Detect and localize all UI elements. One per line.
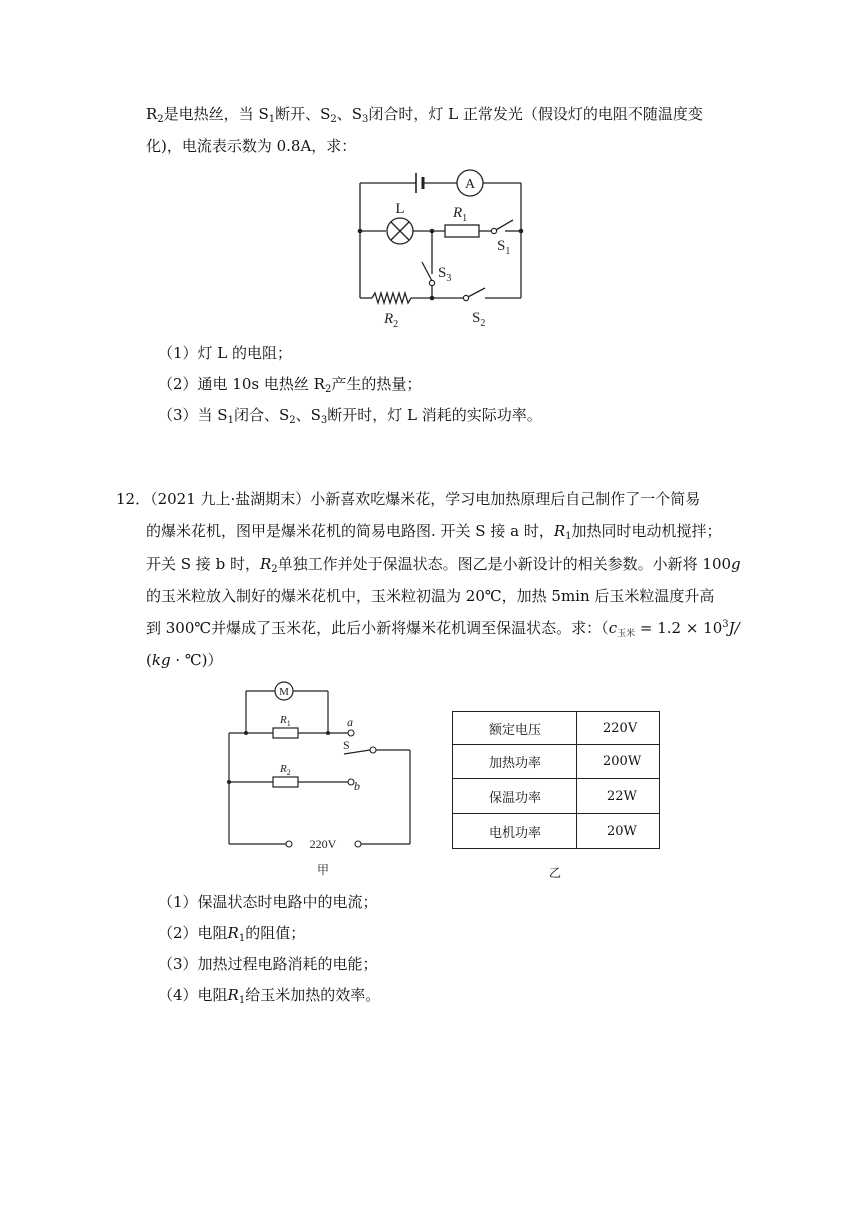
r2-label: $R_2$	[384, 311, 399, 330]
r1-label: $R_1$	[280, 714, 291, 728]
r2-label: $R_2$	[280, 763, 291, 777]
lamp-label: L	[395, 201, 405, 217]
figure-caption-yi: 乙	[549, 866, 562, 880]
table-row	[453, 712, 659, 745]
table-cell-label: 保温功率	[453, 779, 577, 813]
voltage-label: 220V	[309, 837, 337, 851]
figure-caption-jia: 甲	[316, 863, 330, 877]
q12-text-line-3: 开关 S 接 b 时，$R_2$单独工作并处于保温状态。图乙是小新设计的相关参数。小新将 100g	[146, 555, 741, 575]
q11-item-1: （1）灯 L 的电阻；	[158, 344, 293, 362]
q11-item-3: （3）当 $S_1$闭合、$S_2$、$S_3$断开时，灯 L 消耗的实际功率。	[158, 406, 542, 426]
q12-text-line-4: 的玉米粒放入制好的爆米花机中，玉米粒初温为 20℃，加热 5min 后玉米粒温度升高	[146, 587, 715, 605]
q12-text-line-2: 的爆米花机，图甲是爆米花机的简易电路图. 开关 S 接 a 时，$R_1$加热同时电动机搅拌；	[146, 522, 722, 542]
terminal-a-label: a	[347, 715, 353, 729]
table-cell-label: 加热功率	[453, 745, 577, 778]
s1-label: $S_1$	[497, 238, 511, 257]
q11-text-line-2: 化)，电流表示数为 0.8A，求：	[146, 137, 357, 155]
r1-label: $R_1$	[453, 205, 468, 224]
q12-item-2: （2）电阻$R_1$的阻值；	[158, 924, 306, 944]
q12-item-3: （3）加热过程电路消耗的电能；	[158, 955, 378, 973]
table-cell-label: 额定电压	[453, 712, 577, 744]
table-row	[453, 779, 659, 814]
q11-text-line-1: $R_2$是电热丝，当 $S_1$断开、$S_2$、$S_3$闭合时，灯 L 正常发光（假设灯的电阻不随温度变	[146, 105, 703, 125]
table-row	[453, 814, 659, 848]
s3-label: $S_3$	[438, 265, 452, 284]
switch-s-label: S	[343, 738, 350, 752]
q12-item-4: （4）电阻$R_1$给玉米加热的效率。	[158, 986, 381, 1006]
motor-label: M	[279, 686, 289, 698]
q11-item-2: （2）通电 10s 电热丝 $R_2$产生的热量；	[158, 375, 422, 395]
q12-text-line-1: 12．（2021 九上·盐湖期末）小新喜欢吃爆米花，学习电加热原理后自己制作了一个简易	[116, 490, 701, 508]
table-row	[453, 745, 659, 779]
q12-parameter-table	[452, 711, 660, 849]
question-number: 12．	[116, 490, 151, 508]
ammeter-label: A	[464, 177, 476, 192]
table-cell-label: 电机功率	[453, 814, 577, 848]
s2-label: $S_2$	[472, 310, 486, 329]
q11-circuit-diagram	[350, 165, 530, 335]
terminal-b-label: b	[354, 779, 360, 793]
table-cell-value: 200W	[603, 754, 642, 769]
table-cell-value: 20W	[607, 823, 637, 839]
q12-item-1: （1）保温状态时电路中的电流；	[158, 893, 378, 911]
q12-text-line-5: 到 300℃并爆成了玉米花，此后小新将爆米花机调至保温状态。求：（$c_{玉米} = 1.2 \times 10^3J/$	[146, 619, 740, 639]
table-cell-value: 22W	[607, 788, 637, 804]
q12-text-line-6: (kg · ℃)）	[146, 651, 223, 669]
q12-circuit-diagram-jia	[220, 676, 420, 881]
table-cell-value: 220V	[603, 720, 638, 736]
